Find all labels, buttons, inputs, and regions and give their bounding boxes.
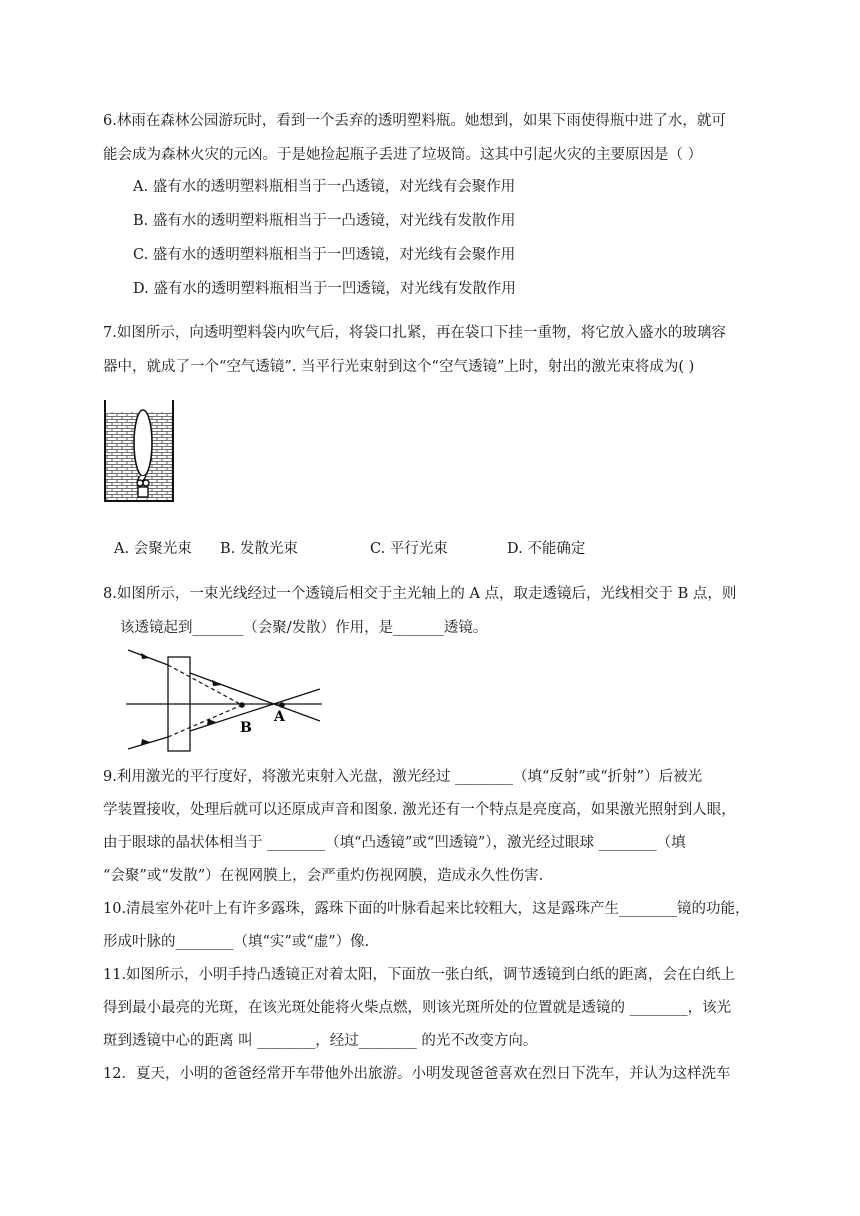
q10-stem-line1: 10.清晨室外花叶上有许多露珠，露珠下面的叶脉看起来比较粗大，这是露珠产生________镜的功能， — [103, 901, 750, 917]
q9-stem-line2: 学装置接收，处理后就可以还原成声音和图象. 激光还有一个特点是亮度高，如果激光照射到人眼， — [103, 802, 736, 818]
dashed-ray-top — [168, 665, 242, 705]
q12-stem-line1: 12．夏天，小明的爸爸经常开车带他外出旅游。小明发现爸爸喜欢在烈日下洗车，并认为这样洗车 — [103, 1066, 731, 1082]
refracted-ray-top — [190, 673, 320, 721]
q8-stem-line2: 该透镜起到_______（会聚/发散）作用，是_______透镜。 — [120, 620, 488, 636]
q7-option-c: C. 平行光束 — [370, 541, 448, 557]
lens-ray-figure — [120, 645, 330, 755]
q9-stem-line4: “会聚”或“发散”）在视网膜上，会严重灼伤视网膜，造成永久性伤害. — [103, 868, 544, 884]
q11-stem-line1: 11.如图所示，小明手持凸透镜正对着太阳，下面放一张白纸，调节透镜到白纸的距离，会在白纸上 — [103, 967, 736, 983]
q10-stem-line2: 形成叶脉的________（填“实”或“虚”）像. — [103, 934, 370, 950]
label-a: A — [274, 709, 285, 725]
q6-option-a: A. 盛有水的透明塑料瓶相当于一凸透镜，对光线有会聚作用 — [133, 179, 516, 195]
q6-stem-line1: 6.林雨在森林公园游玩时，看到一个丢弃的透明塑料瓶。她想到，如果下雨使得瓶中进了水，就可 — [103, 113, 726, 129]
q6-option-c: C. 盛有水的透明塑料瓶相当于一凹透镜，对光线有会聚作用 — [133, 247, 516, 263]
dashed-ray-bottom — [168, 705, 242, 737]
label-b: B — [240, 720, 252, 736]
q9-stem-line1: 9.利用激光的平行度好，将激光束射入光盘，激光经过 ________（填“反射”或“折射”）后被光 — [103, 769, 703, 785]
q6-option-b: B. 盛有水的透明塑料瓶相当于一凸透镜，对光线有发散作用 — [133, 213, 516, 229]
q8-stem-line1: 8.如图所示，一束光线经过一个透镜后相交于主光轴上的 A 点，取走透镜后，光线相交于 B 点，则 — [103, 586, 737, 602]
q6-stem-line2: 能会成为森林火灾的元凶。于是她捡起瓶子丢进了垃圾筒。这其中引起火灾的主要原因是（ ） — [103, 147, 703, 163]
plastic-bag — [134, 410, 152, 476]
refracted-ray-bottom — [190, 689, 320, 731]
incident-ray-bottom — [128, 737, 168, 749]
q6-option-d: D. 盛有水的透明塑料瓶相当于一凹透镜，对光线有发散作用 — [133, 281, 516, 297]
weight — [138, 487, 148, 497]
q7-option-a: A. 会聚光束 — [114, 541, 192, 557]
point-b — [239, 702, 245, 708]
q9-stem-line3: 由于眼球的晶状体相当于 ________（填“凸透镜”或“凹透镜”），激光经过眼球 ________（填 — [103, 835, 686, 851]
point-a — [279, 702, 285, 708]
q11-stem-line3: 斑到透镜中心的距离 叫 ________，经过________ 的光不改变方向。 — [103, 1033, 538, 1049]
q7-stem-line2: 器中，就成了一个“空气透镜”. 当平行光束射到这个“空气透镜”上时，射出的激光束将成为( ) — [103, 359, 695, 375]
q11-stem-line2: 得到最小最亮的光斑，在该光斑处能将火柴点燃，则该光斑所处的位置就是透镜的 ________，该光 — [103, 1000, 732, 1016]
q7-stem-line1: 7.如图所示，向透明塑料袋内吹气后，将袋口扎紧，再在袋口下挂一重物，将它放入盛水的玻璃容 — [103, 325, 726, 341]
q7-option-b: B. 发散光束 — [220, 541, 298, 557]
q7-option-d: D. 不能确定 — [507, 541, 586, 557]
air-lens-figure — [100, 398, 180, 506]
